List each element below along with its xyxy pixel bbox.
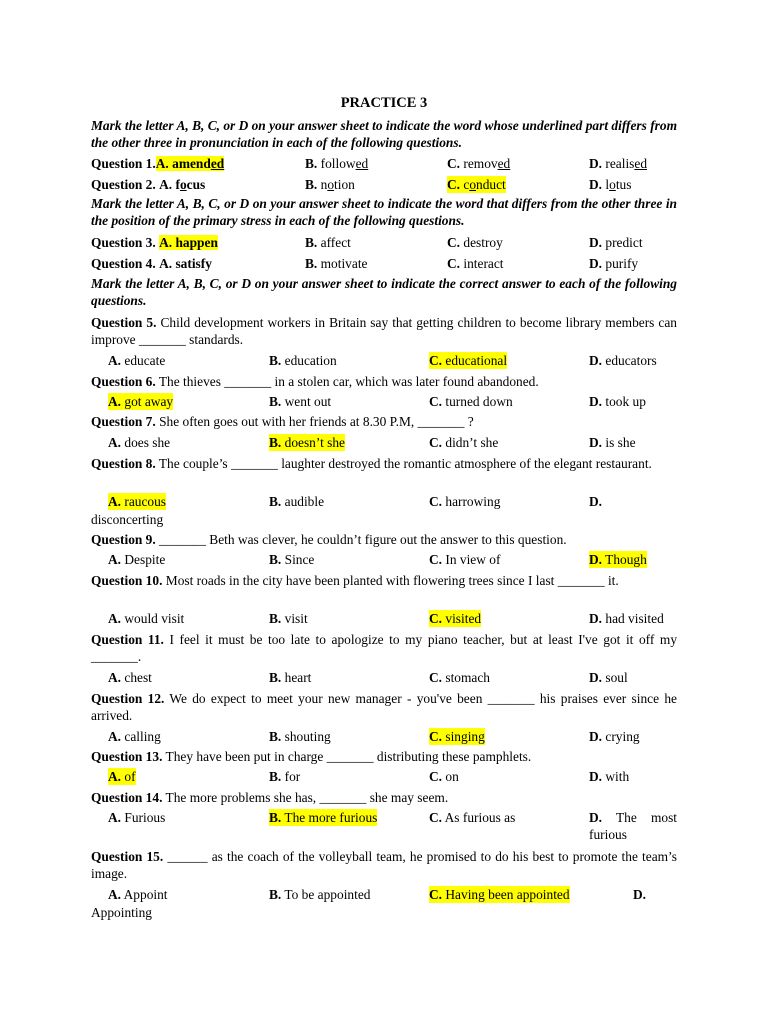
- instruction-correct-answer: Mark the letter A, B, C, or D on your answer sheet to indicate the correct answer to each of the following questions.: [91, 276, 677, 308]
- option-letter: C.: [447, 256, 461, 271]
- option-text: As furious as: [442, 810, 516, 825]
- option-letter: B.: [269, 729, 282, 744]
- option-text: calling: [121, 729, 161, 744]
- option-a: [108, 610, 184, 627]
- instruction-pronunciation: Mark the letter A, B, C, or D on your answer sheet to indicate the word whose underlined part differs from the other three in pronunciation in each of the following questions.: [91, 118, 677, 150]
- option-b: [269, 551, 314, 568]
- option-text: for: [281, 769, 301, 784]
- question-text: We do expect to meet your new manager - you've been _______ his praises ever since he arrived.: [91, 691, 677, 723]
- option-text: soul: [602, 670, 628, 685]
- option-text: chest: [121, 670, 152, 685]
- option-letter: C.: [429, 353, 443, 368]
- question-label: Question 10.: [91, 573, 163, 588]
- option-letter: B.: [269, 810, 282, 825]
- option-letter: B.: [269, 494, 282, 509]
- question-1: [0, 155, 768, 173]
- option-b: [269, 493, 324, 510]
- question-label: Question 11.: [91, 632, 164, 647]
- option-c: [429, 551, 500, 568]
- option-letter: B.: [269, 435, 282, 450]
- question-label: Question 9.: [91, 532, 156, 547]
- option-text: tus: [615, 177, 632, 192]
- option-letter: A.: [155, 156, 169, 171]
- underlined-part: o: [609, 177, 616, 192]
- question-text: The couple’s _______ laughter destroyed the romantic atmosphere of the elegant restaurant.: [155, 456, 652, 471]
- option-text: remov: [460, 156, 498, 171]
- option-text: follow: [317, 156, 356, 171]
- option-text: amend: [168, 156, 211, 171]
- option-d: [589, 176, 631, 193]
- option-text: Since: [281, 552, 315, 567]
- option-a: [108, 809, 165, 826]
- question-9-stem: [91, 531, 677, 548]
- option-text: would visit: [121, 611, 185, 626]
- option-text: with: [602, 769, 630, 784]
- option-d: [589, 610, 664, 627]
- option-letter: A.: [108, 353, 122, 368]
- option-text: on: [442, 769, 459, 784]
- option-letter: D.: [589, 394, 603, 409]
- question-14-stem: [91, 789, 677, 806]
- option-text: The most furious: [589, 810, 677, 842]
- option-text: n: [317, 177, 328, 192]
- option-text: harrowing: [442, 494, 501, 509]
- option-letter: C.: [447, 177, 461, 192]
- option-letter: A.: [108, 810, 122, 825]
- option-text: destroy: [460, 235, 503, 250]
- option-letter: B.: [305, 177, 318, 192]
- question-15-options: [0, 886, 768, 904]
- underlined-part: o: [327, 177, 335, 192]
- option-letter: D.: [589, 670, 603, 685]
- option-c: [447, 234, 503, 251]
- option-text: The more furious: [281, 810, 378, 825]
- option-c: [429, 669, 490, 686]
- option-letter: C.: [429, 887, 443, 902]
- option-text: l: [602, 177, 610, 192]
- option-text: raucous: [121, 494, 167, 509]
- option-text: interact: [460, 256, 504, 271]
- option-b: [305, 255, 367, 272]
- option-text: educators: [602, 353, 657, 368]
- option-letter: D.: [633, 887, 647, 902]
- option-letter: B.: [269, 887, 282, 902]
- option-letter: C.: [429, 394, 443, 409]
- option-d: [589, 155, 647, 172]
- option-text: realis: [602, 156, 635, 171]
- option-letter: A.: [108, 611, 122, 626]
- option-letter: D.: [589, 810, 603, 825]
- option-text: To be appointed: [281, 887, 371, 902]
- option-letter: B.: [269, 353, 282, 368]
- page-title: PRACTICE 3: [340, 95, 428, 111]
- question-label: Question 7.: [91, 414, 156, 429]
- option-text: In view of: [442, 552, 501, 567]
- option-a: [108, 768, 136, 785]
- question-label: Question 13.: [91, 749, 163, 764]
- option-text: heart: [281, 670, 312, 685]
- option-letter: D.: [589, 177, 603, 192]
- option-d: [589, 551, 647, 568]
- option-letter: B.: [305, 156, 318, 171]
- option-letter: B.: [269, 394, 282, 409]
- option-text: didn’t she: [442, 435, 499, 450]
- option-text: affect: [317, 235, 351, 250]
- question-5-stem: [91, 314, 677, 348]
- option-text: went out: [281, 394, 332, 409]
- question-text: They have been put in charge _______ distributing these pamphlets.: [162, 749, 532, 764]
- question-12-options: [0, 728, 768, 746]
- option-b: [269, 610, 308, 627]
- option-a: [108, 493, 166, 510]
- option-text: turned down: [442, 394, 513, 409]
- option-text: Though: [602, 552, 647, 567]
- option-letter: A.: [108, 670, 122, 685]
- option-d: [589, 255, 638, 272]
- option-text: visited: [442, 611, 482, 626]
- option-d: [589, 352, 657, 369]
- option-b: [305, 234, 351, 251]
- question-15-stem: [91, 848, 677, 882]
- option-d: [589, 809, 677, 843]
- option-b: [269, 886, 370, 903]
- question-text: ______ as the coach of the volleyball team, he promised to do his best to promote the team’s image.: [91, 849, 677, 881]
- option-a: [108, 393, 173, 410]
- option-text: tion: [334, 177, 355, 192]
- option-text: purify: [602, 256, 639, 271]
- option-letter: D.: [589, 729, 603, 744]
- question-2: [0, 176, 768, 194]
- option-letter: C.: [447, 156, 461, 171]
- option-b: [269, 393, 331, 410]
- option-text: Furious: [121, 810, 166, 825]
- option-letter: A.: [159, 256, 173, 271]
- option-letter: D.: [589, 435, 603, 450]
- option-a: [108, 352, 165, 369]
- question-3: [0, 234, 768, 252]
- option-letter: B.: [269, 552, 282, 567]
- option-text: c: [460, 177, 470, 192]
- option-letter: D.: [589, 611, 603, 626]
- option-text: predict: [602, 235, 643, 250]
- question-8-options: [0, 493, 768, 511]
- option-b: [269, 728, 331, 745]
- option-letter: B.: [269, 670, 282, 685]
- option-letter: C.: [429, 435, 443, 450]
- option-text: singing: [442, 729, 485, 744]
- option-text: motivate: [317, 256, 368, 271]
- option-text: educational: [442, 353, 508, 368]
- option-text: f: [172, 177, 180, 192]
- question-label: Question 8.: [91, 456, 156, 471]
- option-d: [589, 669, 628, 686]
- option-b: [305, 176, 355, 193]
- underlined-part: ed: [210, 156, 225, 171]
- option-letter: B.: [305, 235, 318, 250]
- question-11-options: [0, 669, 768, 687]
- option-letter: A.: [159, 235, 173, 250]
- option-text: is she: [602, 435, 636, 450]
- question-label-dot: .: [152, 156, 156, 171]
- option-c: [429, 728, 485, 745]
- option-b: [269, 352, 337, 369]
- option-c: [429, 886, 570, 903]
- option-d: [589, 393, 646, 410]
- option-d: [589, 493, 602, 510]
- option-c: [447, 155, 510, 172]
- option-text: audible: [281, 494, 325, 509]
- option-letter: A.: [108, 552, 122, 567]
- question-label: Question 14.: [91, 790, 163, 805]
- question-label: Question 2.: [91, 177, 156, 192]
- question-label: Question 4.: [91, 256, 156, 271]
- option-b: [269, 669, 311, 686]
- option-letter: D.: [589, 494, 603, 509]
- answer-highlight: [159, 235, 218, 250]
- option-letter: C.: [429, 729, 443, 744]
- question-10-stem: [91, 572, 677, 589]
- option-letter: C.: [429, 810, 443, 825]
- option-letter: A.: [108, 494, 122, 509]
- option-b: [269, 434, 345, 451]
- option-text: satisfy: [172, 256, 212, 271]
- question-text: Most roads in the city have been planted with flowering trees since I last _______ it.: [162, 573, 619, 588]
- option-text: stomach: [442, 670, 491, 685]
- option-letter: D.: [589, 156, 603, 171]
- question-text: She often goes out with her friends at 8.30 P.M, _______ ?: [155, 414, 474, 429]
- option-letter: D.: [589, 769, 603, 784]
- option-d: [589, 234, 643, 251]
- option-text: crying: [602, 729, 640, 744]
- question-text: The thieves _______ in a stolen car, which was later found abandoned.: [155, 374, 539, 389]
- underlined-part: o: [469, 177, 477, 192]
- option-b: [269, 768, 300, 785]
- question-label: Question 3.: [91, 235, 156, 250]
- option-a: [108, 728, 161, 745]
- option-letter: A.: [108, 394, 122, 409]
- option-letter: C.: [429, 670, 443, 685]
- question-text: Child development workers in Britain say that getting children to become library members can improve _______ standards.: [91, 315, 677, 347]
- option-c: [447, 176, 506, 193]
- question-label: Question 6.: [91, 374, 156, 389]
- question-label: Question 1: [91, 156, 153, 171]
- option-c: [429, 809, 515, 826]
- option-text: shouting: [281, 729, 331, 744]
- option-text: happen: [172, 235, 218, 250]
- question-11-stem: [91, 631, 677, 665]
- option-d: [589, 728, 640, 745]
- option-text: nduct: [476, 177, 506, 192]
- option-text: of: [121, 769, 136, 784]
- option-c: [429, 352, 507, 369]
- question-label: Question 12.: [91, 691, 165, 706]
- option-letter: C.: [429, 611, 443, 626]
- option-text: education: [281, 353, 337, 368]
- option-letter: D.: [589, 235, 603, 250]
- question-text: The more problems she has, _______ she may seem.: [162, 790, 449, 805]
- option-text: got away: [121, 394, 174, 409]
- question-13-options: [0, 768, 768, 786]
- question-7-stem: [91, 413, 677, 430]
- option-letter: C.: [429, 769, 443, 784]
- option-letter: C.: [447, 235, 461, 250]
- question-13-stem: [91, 748, 677, 765]
- question-6-options: [0, 393, 768, 411]
- option-text: educate: [121, 353, 166, 368]
- question-10-options: [0, 610, 768, 628]
- instruction-stress: Mark the letter A, B, C, or D on your answer sheet to indicate the word that differs from the other three in the position of the primary stress in each of the following questions.: [91, 196, 677, 228]
- option-d: [589, 768, 629, 785]
- option-c: [429, 768, 459, 785]
- option-d: [589, 434, 636, 451]
- option-b: [305, 155, 368, 172]
- question-5-options: [0, 352, 768, 370]
- question-text: I feel it must be too late to apologize to my piano teacher, but at least I've got it off my _______.: [91, 632, 678, 664]
- option-text: Having been appointed: [442, 887, 570, 902]
- option-text: cus: [186, 177, 206, 192]
- option-c: [429, 610, 481, 627]
- option-c: [429, 493, 500, 510]
- option-letter: D.: [589, 256, 603, 271]
- option-letter: D.: [589, 353, 603, 368]
- option-a: [108, 434, 170, 451]
- underlined-part: o: [179, 177, 187, 192]
- option-text: visit: [281, 611, 308, 626]
- question-7-options: [0, 434, 768, 452]
- option-d-wrapped-text: disconcerting: [91, 512, 164, 527]
- underlined-part: ed: [497, 156, 511, 171]
- option-text: took up: [602, 394, 646, 409]
- question-8-stem: [91, 455, 677, 472]
- option-b: [269, 809, 377, 826]
- question-9-options: [0, 551, 768, 569]
- option-text: doesn’t she: [281, 435, 346, 450]
- option-letter: A.: [108, 435, 122, 450]
- question-4: [0, 255, 768, 273]
- option-c: [429, 434, 498, 451]
- option-letter: A.: [108, 769, 122, 784]
- underlined-part: ed: [355, 156, 369, 171]
- option-letter: B.: [305, 256, 318, 271]
- option-d-wrapped-text: Appointing: [91, 905, 153, 920]
- option-a: [108, 669, 152, 686]
- option-a: [108, 886, 168, 903]
- option-text: Appoint: [121, 887, 168, 902]
- question-12-stem: [91, 690, 677, 724]
- option-letter: C.: [429, 494, 443, 509]
- question-text: _______ Beth was clever, he couldn’t figure out the answer to this question.: [155, 532, 567, 547]
- option-letter: B.: [269, 611, 282, 626]
- underlined-part: ed: [634, 156, 648, 171]
- option-letter: A.: [108, 887, 122, 902]
- option-d: [633, 886, 646, 903]
- option-letter: A.: [159, 177, 173, 192]
- option-c: [429, 393, 513, 410]
- question-label: Question 15.: [91, 849, 164, 864]
- option-letter: D.: [589, 552, 603, 567]
- option-letter: B.: [269, 769, 282, 784]
- option-c: [447, 255, 504, 272]
- option-a: [108, 551, 165, 568]
- option-letter: C.: [429, 552, 443, 567]
- option-text: Despite: [121, 552, 166, 567]
- option-text: does she: [121, 435, 171, 450]
- option-text: had visited: [602, 611, 664, 626]
- question-label: Question 5.: [91, 315, 157, 330]
- answer-highlight: [156, 156, 224, 171]
- option-letter: A.: [108, 729, 122, 744]
- question-6-stem: [91, 373, 677, 390]
